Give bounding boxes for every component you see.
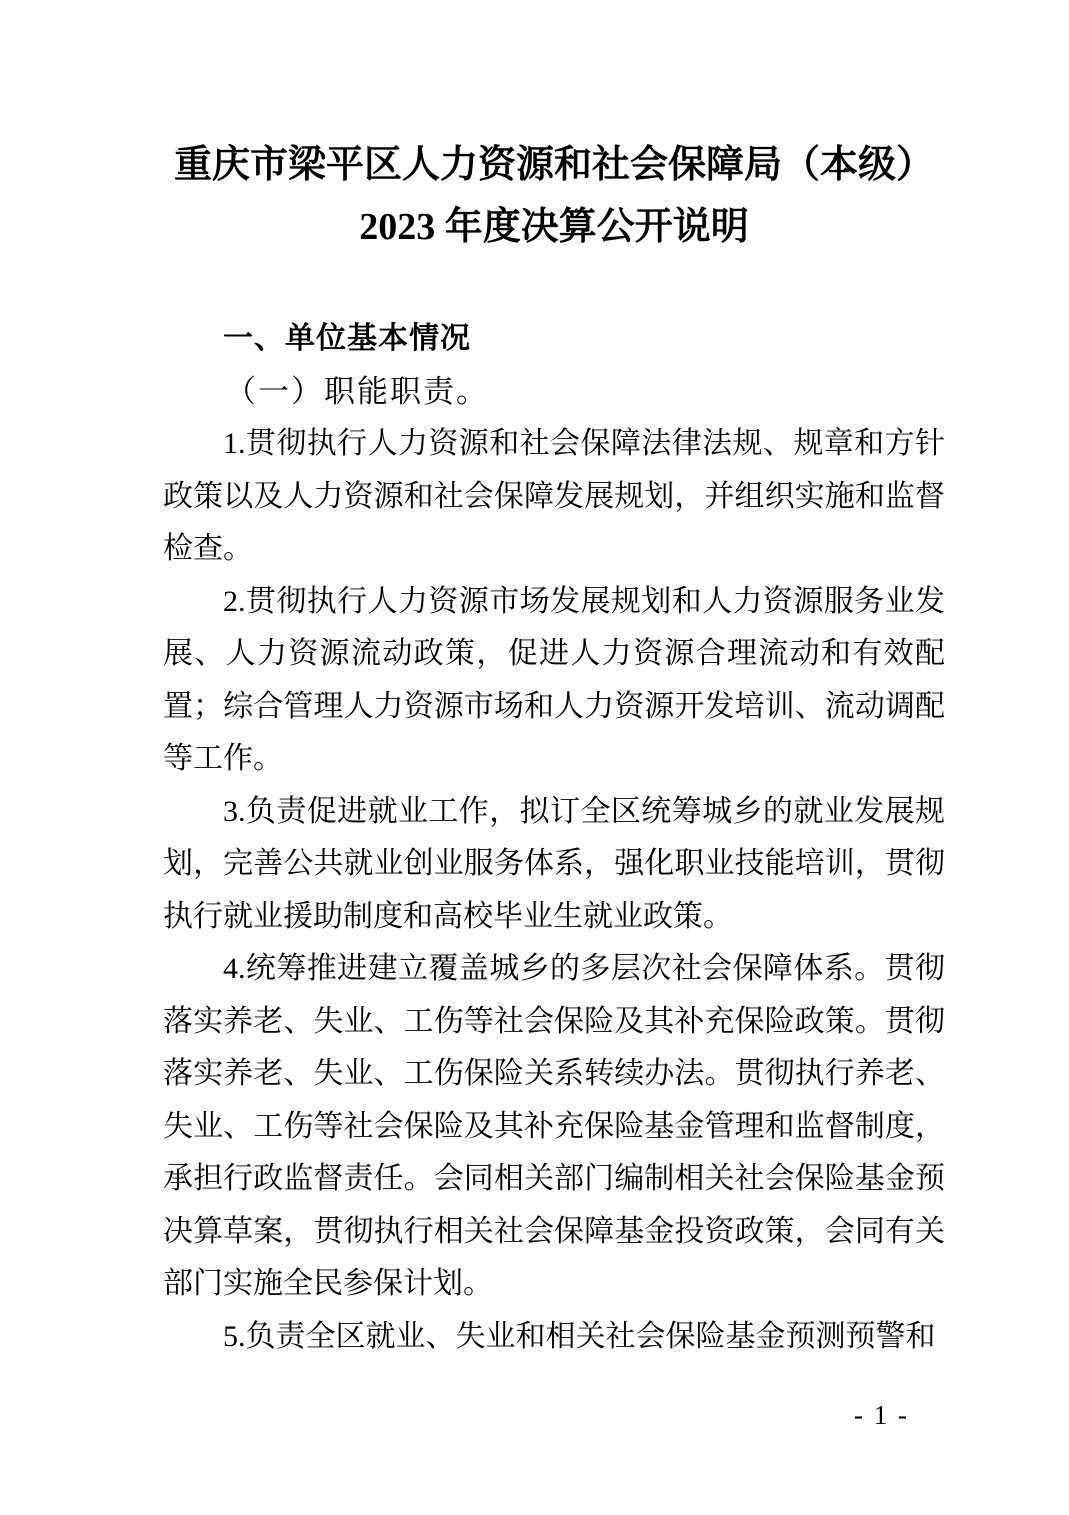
subsection-heading-duties: （一）职能职责。 <box>225 373 489 409</box>
body-paragraph-1: 1.贯彻执行人力资源和社会保障法律法规、规章和方针政策以及人力资源和社会保障发展规划，并组织实施和监督检查。 <box>163 427 945 565</box>
page-number: - 1 - <box>854 1400 909 1430</box>
body-paragraph-2: 2.贯彻执行人力资源市场发展规划和人力资源服务业发展、人力资源流动政策，促进人力资源合理流动和有效配置；综合管理人力资源市场和人力资源开发培训、流动调配等工作。 <box>163 584 945 775</box>
body-paragraph-5: 5.负责全区就业、失业和相关社会保险基金预测预警和 <box>223 1319 936 1353</box>
section-heading-unit-basic-info: 一、单位基本情况 <box>223 322 471 355</box>
body-paragraph-4: 4.统筹推进建立覆盖城乡的多层次社会保障体系。贯彻落实养老、失业、工伤等社会保险及其补充保险政策。贯彻落实养老、失业、工伤保险关系转续办法。贯彻执行养老、失业、工伤等社会保险及其补充保险基金管理和监督制度，承担行政监督责任。会同相关部门编制相关社会保险基金预决算草案，贯彻执行相关社会保障基金投资政策，会同有关部门实施全民参保计划。 <box>163 952 945 1300</box>
body-paragraph-3: 3.负责促进就业工作，拟订全区统筹城乡的就业发展规划，完善公共就业创业服务体系，强化职业技能培训，贯彻执行就业援助制度和高校毕业生就业政策。 <box>163 794 945 933</box>
document-title-line2: 2023 年度决算公开说明 <box>359 206 749 248</box>
document-title <box>163 0 945 258</box>
document-title-line1: 重庆市梁平区人力资源和社会保障局（本级） <box>173 144 934 186</box>
document-body <box>163 313 945 1363</box>
